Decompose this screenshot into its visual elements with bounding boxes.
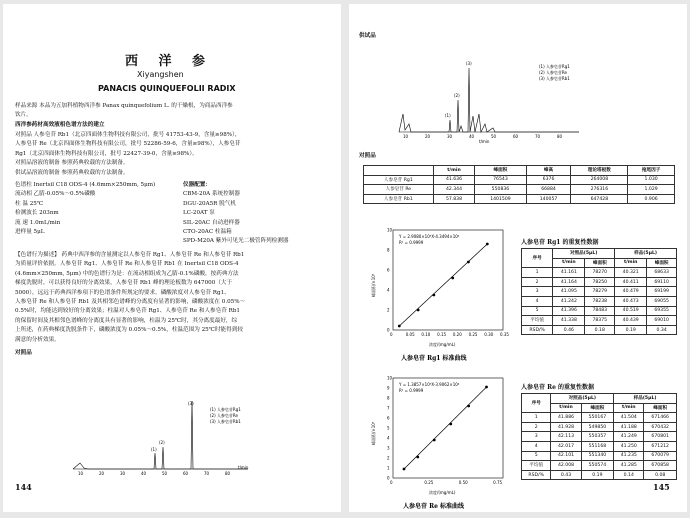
cell: 人参皂苷 Rb1 [364, 194, 434, 204]
text-line: LC-20AT 泵 [183, 210, 215, 217]
header-cell: 峰面积 [475, 166, 526, 176]
cell: 3 [522, 432, 551, 442]
header-cell: t/min [553, 258, 585, 268]
cell: 69010 [647, 316, 677, 326]
data-point [403, 468, 406, 471]
header-cell: 峰面积 [644, 403, 677, 413]
cell: 40.439 [615, 316, 647, 326]
data-point [433, 439, 436, 442]
table-header [522, 394, 677, 404]
fit-line [404, 387, 487, 469]
cell: 78238 [585, 296, 615, 306]
cell: 0.19 [581, 470, 614, 480]
cell: 42.344 [433, 185, 475, 195]
chart-caption: 人参皂苷 Rg1 标准曲线 [401, 355, 467, 362]
table-row [522, 451, 677, 461]
cell: 550836 [475, 185, 526, 195]
x-axis-label: 浓度/(mg/mL) [429, 490, 456, 495]
x-ticks [78, 471, 231, 476]
cell: 41.250 [614, 441, 644, 451]
y-tick-label: 2 [387, 307, 390, 313]
table-row [522, 470, 677, 480]
data-point [432, 294, 435, 297]
cell: 551340 [581, 451, 614, 461]
cell: 42.008 [551, 461, 581, 471]
cell: 41.928 [551, 422, 581, 432]
legend-item: (3) 人参皂苷Rb1 [539, 76, 570, 81]
table-row [522, 325, 677, 335]
text-line: 对照品溶液的制备 参照药典收载的方法制备。 [15, 160, 129, 167]
repeatability-table-re [521, 393, 677, 480]
cell: 40.411 [615, 277, 647, 287]
table-row [522, 432, 677, 442]
tick-label: 20 [425, 134, 431, 139]
y-axis-label: 峰面积/×10⁵ [371, 421, 376, 445]
table-row [522, 268, 677, 278]
reference-chromatogram [58, 397, 258, 477]
cell: 276316 [571, 185, 628, 195]
cell: 670858 [644, 461, 677, 471]
data-point [486, 243, 489, 246]
data-point [467, 405, 470, 408]
header-cell: t/min [614, 403, 644, 413]
cell: 69199 [647, 287, 677, 297]
text-line: 柱 温 25℃ [15, 200, 44, 207]
table-row [522, 413, 677, 423]
text-line: Rg1（北京四面体生物科技有限公司，批号 22427-39-0，含量≥98%）。 [15, 150, 198, 157]
rep-table-title: 人参皂苷 Rg1 的重复性数据 [521, 239, 599, 246]
table-row [522, 277, 677, 287]
table-row [364, 175, 675, 185]
data-point [449, 423, 452, 426]
tick-label: 10 [403, 134, 409, 139]
chart-caption: 人参皂苷 Re 标准曲线 [403, 503, 464, 510]
cell: 42.017 [551, 441, 581, 451]
cell: 41.235 [614, 451, 644, 461]
cell: 670432 [644, 422, 677, 432]
calibration-chart-re [363, 370, 513, 512]
cell: 0.08 [644, 470, 677, 480]
cell: 41.285 [614, 461, 644, 471]
x-tick-label: 0.50 [458, 480, 468, 485]
cell: 41.095 [553, 287, 585, 297]
header-cell: t/min [615, 258, 647, 268]
header-cell: 峰面积 [585, 258, 615, 268]
fit-line [399, 244, 487, 326]
x-axis-label: 浓度/(mg/mL) [429, 342, 456, 347]
x-tick-label: 0.35 [500, 332, 509, 337]
text-line: 供试品溶液的制备 参照药典收载的方法制备。 [15, 169, 129, 176]
tick-label: 70 [535, 134, 541, 139]
y-tick-label: 5 [387, 425, 390, 431]
cell: 平均值 [522, 461, 551, 471]
text-line: 为质量评价依据。人参皂苷 Rg1、人参皂苷 Re 和人参皂苷 Rb1 在 Inertsil C18 ODS-4 [15, 261, 239, 268]
cell: 0.14 [614, 470, 644, 480]
table-row [522, 287, 677, 297]
right-page [349, 4, 687, 512]
legend-item: (3) 人参皂苷Rb1 [210, 419, 241, 424]
tick-label: 50 [491, 134, 497, 139]
y-tick-label: 8 [387, 395, 390, 401]
cell: 550167 [581, 413, 614, 423]
tick-label: 60 [513, 134, 519, 139]
header-cell: 理论塔板数 [571, 166, 628, 176]
cell: 76543 [475, 175, 526, 185]
y-tick-label: 6 [387, 267, 390, 273]
y-tick-label: 10 [387, 375, 393, 381]
cell: 41.242 [553, 296, 585, 306]
cell: 0.906 [628, 194, 675, 204]
reference-block [15, 131, 240, 178]
cell: 41.338 [553, 316, 585, 326]
reference-label: 对照品 [15, 350, 32, 356]
text-line: 流动相 乙腈-0.05%～0.5%磷酸 [15, 191, 96, 198]
cell: 4 [522, 296, 553, 306]
source-line: 样品来源 本品为五加科植物西洋参 Panax quinquefolium L. 的干燥根，为商品西洋参 [15, 103, 233, 109]
peak-label: (2) [159, 440, 165, 445]
cell: 41.161 [553, 268, 585, 278]
cell: 78250 [585, 277, 615, 287]
table-header [522, 249, 677, 259]
sample-label: 供试品 [359, 33, 376, 39]
cell: RSD/% [522, 470, 551, 480]
header-cell: 序号 [522, 249, 553, 268]
text-line: 人参皂苷 Re 和人参皂苷 Rb1 及其相邻色谱峰的分离度有显著的影响，磷酸浓度在 0.05%～ [15, 299, 246, 306]
tick-label: 10 [78, 471, 84, 476]
cell: 66884 [526, 185, 571, 195]
description-block [15, 251, 245, 345]
source-line: 饮片。 [15, 112, 32, 118]
y-tick-label: 0 [387, 475, 390, 481]
text-line: 进样量 5μL [15, 229, 45, 236]
cell: 41.886 [551, 413, 581, 423]
cell: 40.473 [615, 296, 647, 306]
cell: 69110 [647, 277, 677, 287]
cell: 78483 [585, 306, 615, 316]
page-number: 144 [15, 482, 32, 492]
reference-label: 对照品 [359, 153, 376, 159]
x-unit: t/min [479, 139, 490, 144]
table-row [522, 296, 677, 306]
cell: 1 [522, 268, 553, 278]
table-row [364, 194, 675, 204]
text-line: 满意的分析效果。 [15, 336, 60, 343]
cell: 平均值 [522, 316, 553, 326]
text-line: 【色谱行为描述】 药典中西洋参的含量测定以人参皂苷 Rg1、人参皂苷 Re 和人参皂苷 Rb1 [15, 252, 245, 258]
cell: 41.164 [553, 277, 585, 287]
text-line: 流 速 1.0mL/min [15, 219, 61, 226]
tick-label: 30 [447, 134, 453, 139]
latin-title: PANACIS QUINQUEFOLII RADIX [98, 84, 236, 93]
plot-frame [393, 378, 503, 478]
cell: 2 [522, 422, 551, 432]
y-tick-label: 2 [387, 455, 390, 461]
data-point [398, 325, 401, 328]
y-tick-label: 1 [387, 465, 390, 471]
y-tick-label: 4 [387, 287, 390, 293]
cell: 78279 [585, 287, 615, 297]
cell: 41.396 [553, 306, 585, 316]
cell: 0.18 [585, 325, 615, 335]
cell: 69055 [647, 296, 677, 306]
legend-item: (2) 人参皂苷Re [210, 413, 238, 418]
y-tick-label: 6 [387, 415, 390, 421]
instrument-block [183, 181, 288, 247]
cell: 78270 [585, 268, 615, 278]
cell: 549850 [581, 422, 614, 432]
peak-label: (2) [454, 93, 460, 98]
cell: 551168 [581, 441, 614, 451]
cell: RSD/% [522, 325, 553, 335]
x-tick-label: 0 [390, 480, 393, 485]
text-line: 梯度洗脱时，可以获得良好的分离效果，人参皂苷 Rb1 峰的理论板数为 647000（大于 [15, 280, 233, 287]
table-row [522, 441, 677, 451]
table-row [522, 306, 677, 316]
cell: 550357 [581, 432, 614, 442]
conditions-block [15, 181, 155, 237]
text-line: CTO-20AC 柱温箱 [183, 229, 232, 236]
cell: 41.504 [614, 413, 644, 423]
text-line: SPD-M20A 紫外可见光二极管阵列检测器 [183, 238, 289, 245]
text-line: (4.6mm×250mm, 5μm) 中的色谱行为是：在流动相组成为乙腈-0.1%磷酸，按药典方法 [15, 270, 239, 277]
mark-group [398, 243, 489, 328]
pinyin-title: Xiyangshen [137, 70, 184, 79]
tick-label: 30 [120, 471, 126, 476]
x-tick-label: 0.25 [468, 332, 478, 337]
tick-label: 70 [204, 471, 210, 476]
table-row [522, 316, 677, 326]
text-line: 检测波长 203nm [15, 210, 59, 217]
cell: 42.113 [551, 432, 581, 442]
cell: 40.479 [615, 287, 647, 297]
cell: 1401509 [475, 194, 526, 204]
header-cell: 样品(5μL) [615, 249, 677, 259]
text-line: 人参皂苷 Re（北京四面体生物科技有限公司，批号 52286-59-6，含量≥98%），人参皂苷 [15, 141, 241, 148]
text-line: SIL-20AC 自动进样器 [183, 219, 240, 226]
text-line: 5000），远远于药典西洋参项下的色谱条件所规定的要求。磷酸浓度对人参皂苷 Rg1、 [15, 289, 230, 296]
cell: 670079 [644, 451, 677, 461]
cell: 647428 [571, 194, 628, 204]
reference-table [363, 165, 675, 204]
cell: 2 [522, 277, 553, 287]
cell: 5 [522, 306, 553, 316]
cell: 0.34 [647, 325, 677, 335]
x-tick-label: 0.10 [421, 332, 431, 337]
tick-label: 60 [183, 471, 189, 476]
x-tick-label: 0 [390, 332, 393, 337]
header-cell: 对照品(5μL) [551, 394, 614, 404]
x-tick-label: 0.15 [437, 332, 447, 337]
x-tick-label: 0.75 [493, 480, 503, 485]
cell: 140057 [526, 194, 571, 204]
cell: 40.321 [615, 268, 647, 278]
legend-item: (1) 人参皂苷Rg1 [539, 64, 570, 69]
data-point [467, 261, 470, 264]
y-tick-label: 4 [387, 435, 390, 441]
cell: 0.19 [615, 325, 647, 335]
y-tick-label: 7 [387, 405, 390, 411]
text-line: 仪器配置： [183, 182, 211, 188]
data-point [451, 277, 454, 280]
cell: 人参皂苷 Rg1 [364, 175, 434, 185]
repeatability-table-rg1 [521, 248, 677, 335]
data-point [417, 309, 420, 312]
legend-item: (2) 人参皂苷Re [539, 70, 567, 75]
header-cell: t/min [433, 166, 475, 176]
cell: 5 [522, 451, 551, 461]
cell: 68633 [647, 268, 677, 278]
text-line: 色谱柱 Inertsil C18 ODS-4 (4.6mm×250mm, 5μm) [15, 182, 156, 188]
cell: 69355 [647, 306, 677, 316]
text-line: CBM-20A 系统控制器 [183, 191, 240, 198]
tick-label: 80 [225, 471, 231, 476]
cell: 41.188 [614, 422, 644, 432]
cell: 42.101 [551, 451, 581, 461]
legend-item: (1) 人参皂苷Rg1 [210, 407, 241, 412]
y-tick-label: 0 [387, 327, 390, 333]
table-row [364, 185, 675, 195]
peak-label: (1) [151, 447, 157, 452]
cell: 6376 [526, 175, 571, 185]
table-header [364, 166, 675, 176]
cell: 人参皂苷 Re [364, 185, 434, 195]
cell: 1.030 [628, 175, 675, 185]
table-row [522, 461, 677, 471]
tick-label: 20 [99, 471, 105, 476]
peak-label: (3) [188, 401, 194, 406]
header-cell: 峰面积 [581, 403, 614, 413]
table-row [522, 422, 677, 432]
y-tick-label: 9 [387, 385, 390, 391]
y-tick-label: 10 [387, 227, 393, 233]
peak-label: (1) [445, 113, 451, 118]
tick-label: 40 [469, 134, 475, 139]
cell: 1.029 [628, 185, 675, 195]
cell: 41.249 [614, 432, 644, 442]
header-cell: 序号 [522, 394, 551, 413]
equation: Y = 2.9080×10⁵X-4.3494×10⁴ [399, 234, 460, 239]
x-tick-label: 0.30 [484, 332, 494, 337]
r-squared: R² = 0.9999 [399, 240, 424, 245]
text-line: 对照品 人参皂苷 Rb1（北京四面体生物科技有限公司，批号 41753-43-9，含量≥98%）， [15, 132, 241, 138]
tick-label: 80 [557, 134, 563, 139]
left-page [3, 4, 341, 512]
cell: 0.46 [553, 325, 585, 335]
cell: 78375 [585, 316, 615, 326]
peak-label: (3) [466, 61, 472, 66]
data-point [416, 456, 419, 459]
page-number: 145 [653, 482, 670, 492]
cell: 264008 [571, 175, 628, 185]
x-unit: t/min [238, 465, 249, 470]
cell: 670801 [644, 432, 677, 442]
cell: 4 [522, 441, 551, 451]
cell: 41.636 [433, 175, 475, 185]
section-heading: 西洋参药材高效液相色谱方法的建立 [15, 122, 105, 128]
header-cell: 拖尾因子 [628, 166, 675, 176]
r-squared: R² = 0.9999 [399, 388, 424, 393]
calibration-chart-rg1 [363, 222, 513, 364]
y-tick-label: 3 [387, 445, 390, 451]
cell: 57.838 [433, 194, 475, 204]
header-cell: 样品(5μL) [614, 394, 677, 404]
x-tick-label: 0.25 [424, 480, 434, 485]
cell: 3 [522, 287, 553, 297]
y-axis-label: 峰面积/×10⁵ [371, 273, 376, 297]
cell: 40.519 [615, 306, 647, 316]
x-tick-label: 0.05 [405, 332, 415, 337]
cell: 550574 [581, 461, 614, 471]
header-cell: 峰面积 [647, 258, 677, 268]
header-cell: 峰高 [526, 166, 571, 176]
equation: Y = 1.3857×10⁶X-3.9062×10⁴ [399, 382, 460, 387]
page-title: 西 洋 参 [125, 54, 214, 69]
header-cell [364, 166, 434, 176]
y-tick-label: 8 [387, 247, 390, 253]
data-point [485, 386, 488, 389]
rep-table-title: 人参皂苷 Re 的重复性数据 [521, 384, 594, 391]
text-line: 0.5%时，均能达到较好的分离效果；柱温对人参皂苷 Rg1、人参皂苷 Re 和人参皂苷 Rb1 [15, 308, 240, 315]
text-line: DGU-20A5R 脱气机 [183, 200, 236, 207]
text-line: 的保留时间及其相邻色谱峰的分离度具有显著的影响，柱温为 25℃时，其分离度最好，综 [15, 317, 238, 324]
sample-chromatogram [389, 44, 599, 144]
tick-label: 50 [162, 471, 168, 476]
cell: 671212 [644, 441, 677, 451]
tick-label: 40 [141, 471, 147, 476]
cell: 671466 [644, 413, 677, 423]
x-tick-label: 0.20 [452, 332, 462, 337]
header-cell: t/min [551, 403, 581, 413]
text-line: 上所述，在药典梯度洗脱条件下，磷酸浓度为 0.05%～0.5%，柱温范围为 25℃时能得到较 [15, 327, 243, 334]
cell: 0.43 [551, 470, 581, 480]
header-cell: 对照品(5μL) [553, 249, 615, 259]
cell: 1 [522, 413, 551, 423]
mark-group [403, 386, 488, 471]
